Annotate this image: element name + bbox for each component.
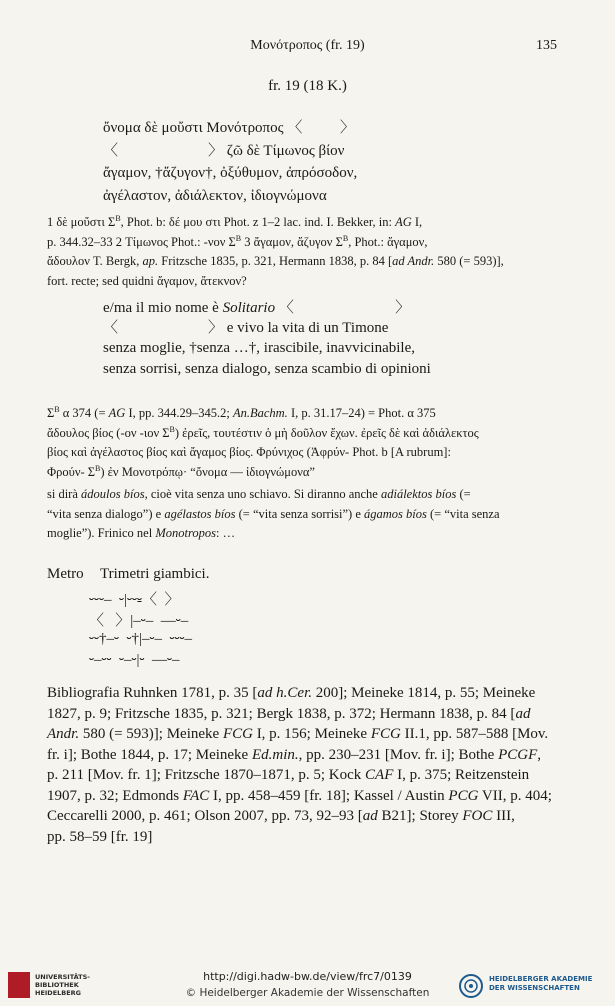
greek-line: ὄνομα δὲ μοὔστι Μονότροπος 〈 〉 <box>103 120 355 136</box>
source-line: Φρούν- $\Sigma^B$) ἐν Μονοτρόπῳ· “ὄνομα — ἰδιογνώμονα” <box>47 463 315 479</box>
italian-translation <box>103 298 431 379</box>
critical-apparatus <box>47 213 557 291</box>
translation-line: senza moglie, †senza …†, irascibile, inavvicinabile, <box>103 340 415 357</box>
bibliography-line: Ceccarelli 2000, p. 461; Olson 2007, pp. 73, 92–93 [ad B21]; Storey FOC III, <box>47 808 515 824</box>
source-line: βίος καὶ ἀγέλαστος βίος καὶ ἄγαμος βίος. Φρύνιχος (Ἀφρύν- Phot. b [A rubrum]: <box>47 445 451 459</box>
bibliography-line: 1907, p. 32; Edmonds FAC I, pp. 458–459 [fr. 18]; Kassel / Austin PCG VII, p. 404; <box>47 787 552 804</box>
apparatus-line: ἄδουλον T. Bergk, ap. Fritzsche 1835, p. 321, Hermann 1838, p. 84 [ad Andr. 580 (= 593)], <box>47 254 504 268</box>
metre-scheme-line: ⏑⏑⏑– ⏑|⏑⏑⏓〈 〉 <box>89 592 180 608</box>
copyright-notice: © Heidelberger Akademie der Wissenschaften <box>185 987 430 999</box>
running-head-title: Μονότροπος (fr. 19) <box>250 38 365 53</box>
footer <box>0 964 615 1006</box>
metre-name: Trimetri giambici. <box>100 566 210 582</box>
bibliography-label: Bibliografia <box>47 685 120 701</box>
source-line: $\Sigma^B$ α 374 (= AG I, pp. 344.29–345.2; An.Bachm. I, p. 31.17–24) = Phot. α 375 <box>47 404 436 420</box>
metre-scheme-line: 〈 〉|–⏑– ––⏑– <box>89 613 189 629</box>
source-testimony <box>47 404 557 482</box>
bibliography-line: Bibliografia Ruhnken 1781, p. 35 [ad h.Cer. 200]; Meineke 1814, p. 55; Meineke <box>47 685 536 701</box>
apparatus-line: fort. recte; sed quidni ἄγαμον, ἄτεκνον? <box>47 273 247 288</box>
bibliography-line: 1827, p. 9; Fritzsche 1835, p. 321; Bergk 1838, p. 372; Hermann 1838, p. 84 [ad <box>47 705 531 722</box>
apparatus-line: 1 δὲ μοὔστι $\Sigma^B$, Phot. b: δέ μου στι Phot. z 1–2 lac. ind. I. Bekker, in: AG I, <box>47 213 423 229</box>
translation-line: senza sorrisi, senza dialogo, senza scambio di opinioni <box>103 360 431 377</box>
fragment-title: fr. 19 (18 K.) <box>268 78 347 94</box>
apparatus-line: p. 344.32–33 2 Τίμωνος Phot.: -νον $\Sigma^B$ 3 ἄγαμον, ἄζυγον $\Sigma^B$, Phot.: ἄγαμον, <box>47 233 428 249</box>
source-line: ἄδουλος βίος (-ον -ιον $\Sigma^B$) ἐρεῖς, τουτέστιν ὁ μὴ δοῦλον ἔχων. ἐρεῖς δὲ καὶ ἀδιάλεκτος <box>47 424 479 440</box>
metre-scheme-line: ⏑–⏑⏑ ⏑–⏑|⏑ ––⏑– <box>89 652 180 668</box>
academy-logo: HEIDELBERGER AKADEMIE DER WISSENSCHAFTEN <box>459 972 609 1000</box>
bibliography <box>47 683 559 847</box>
metre-label: Metro <box>47 566 84 582</box>
bibliography-line: Andr. 580 (= 593)]; Meineke FCG I, p. 156; Meineke FCG II.1, pp. 587–588 [Mov. <box>47 726 549 742</box>
commentary-line: “vita senza dialogo”) e agélastos bíos (= “vita senza sorrisi”) e ágamos bíos (= “vita senza <box>47 506 500 521</box>
greek-line: ἀγέλαστον, ἀδιάλεκτον, ἰδιογνώμονα <box>103 187 327 204</box>
university-library-logo: UNIVERSITÄTS- BIBLIOTHEK HEIDELBERG <box>8 972 108 1000</box>
permalink[interactable]: http://digi.hadw-bw.de/view/frc7/0139 <box>203 970 412 983</box>
academy-emblem-icon <box>459 974 483 998</box>
translation-line: e/ma il mio nome è Solitario 〈 〉 <box>103 300 411 316</box>
metre-scheme-line: ⏑⏑†–⏑ ⏑†|–⏑– ⏑⏑⏑– <box>89 631 192 647</box>
page-number: 135 <box>536 38 557 53</box>
commentary <box>47 485 557 544</box>
commentary-line: moglie”). Frinico nel Monotropos: … <box>47 526 236 540</box>
greek-line: 〈 〉 ζῶ δὲ Τίμωνος βίον <box>103 142 345 159</box>
commentary-line: si dirà ádoulos bíos, cioè vita senza uno schiavo. Si diranno anche adiálektos bíos (= <box>47 487 471 501</box>
bibliography-line: pp. 58–59 [fr. 19] <box>47 828 153 845</box>
greek-line: ἄγαμον, †ἄζυγον†, ὀξύθυμον, ἀπρόσοδον, <box>103 165 358 181</box>
bibliography-line: fr. i]; Bothe 1844, p. 17; Meineke Ed.min., pp. 230–231 [Mov. fr. i]; Bothe PCGF, <box>47 746 541 763</box>
greek-text <box>103 117 357 207</box>
translation-line: 〈 〉 e vivo la vita di un Timone <box>103 320 389 337</box>
bibliography-line: p. 211 [Mov. fr. 1]; Fritzsche 1870–1871, p. 5; Kock CAF I, p. 375; Reitzenstein <box>47 767 530 783</box>
